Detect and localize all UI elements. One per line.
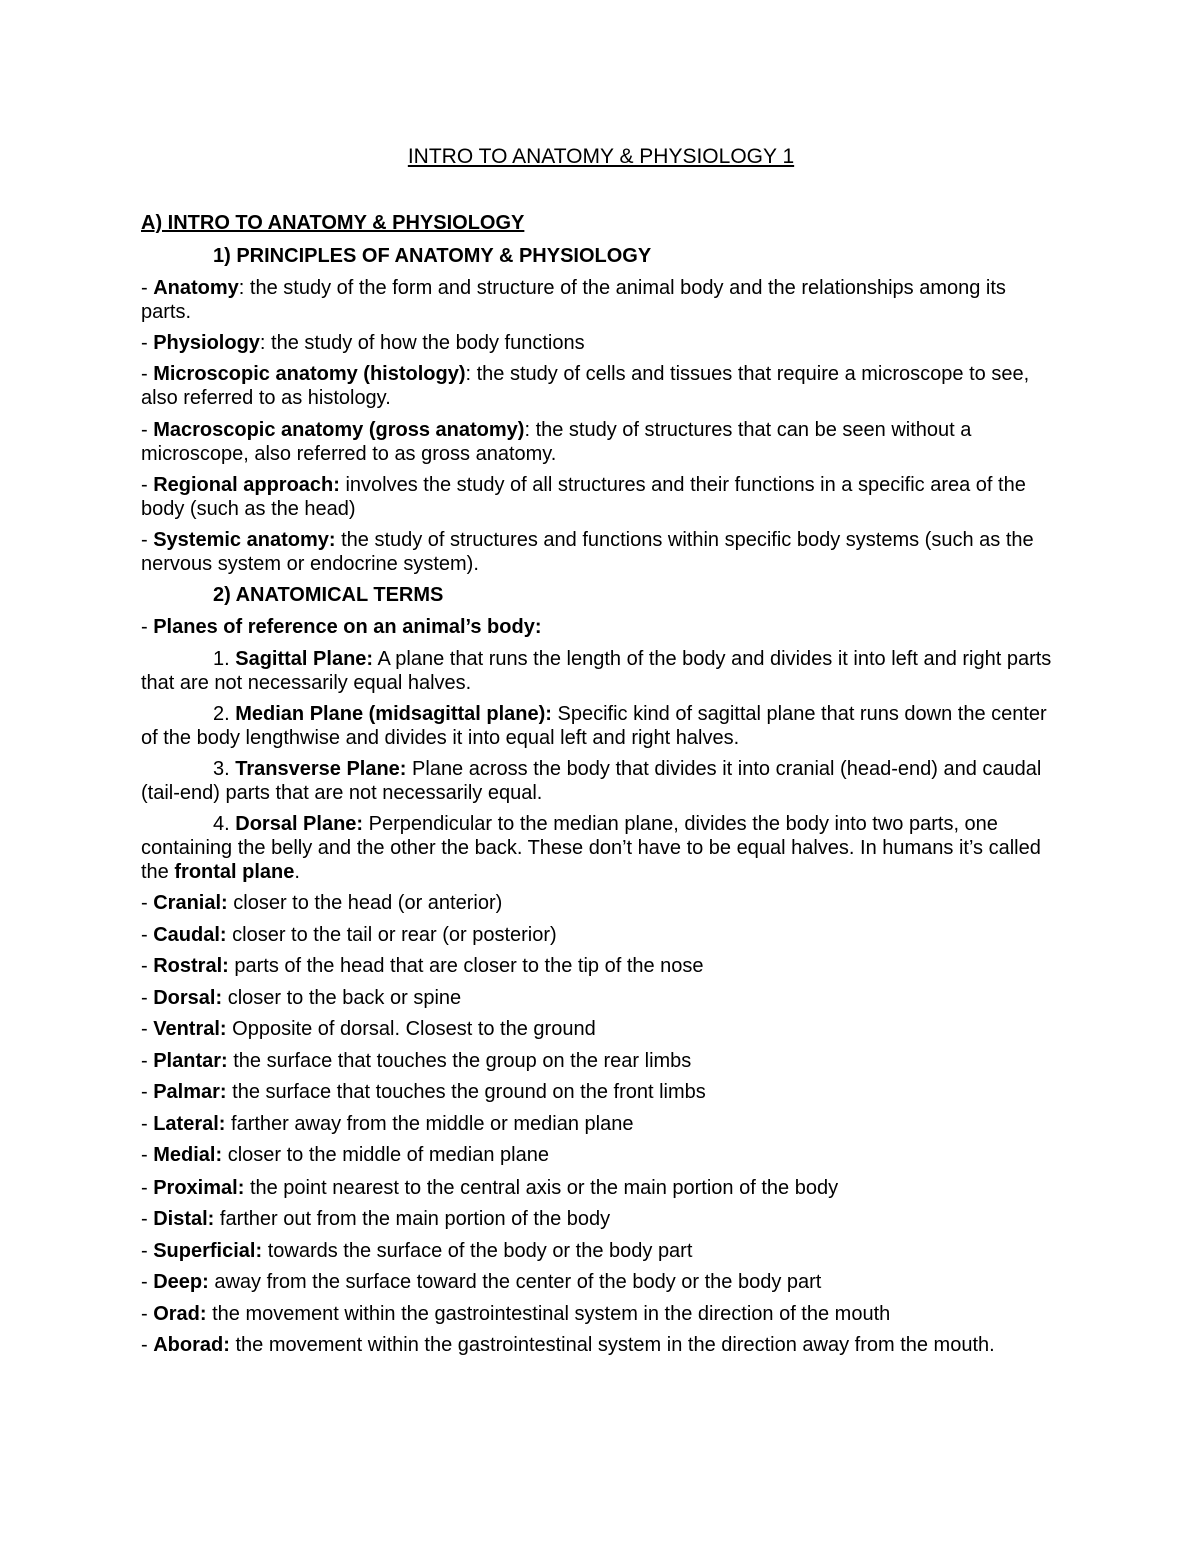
definition-text: farther out from the main portion of the body bbox=[219, 1208, 611, 1230]
term: Medial: bbox=[153, 1144, 223, 1166]
definition-text: closer to the head (or anterior) bbox=[233, 892, 503, 914]
definition-text: the study of structures and functions within specific body systems (such as the nervous system or endocrine system). bbox=[141, 529, 1034, 575]
definition-text: towards the surface of the body or the body part bbox=[267, 1240, 693, 1262]
definition-systemic-anatomy: - Systemic anatomy: the study of structures and functions within specific body systems (such as the nervous system or endocrine system). bbox=[141, 529, 1034, 575]
definition-text: the surface that touches the ground on the front limbs bbox=[232, 1081, 706, 1103]
term: Caudal: bbox=[153, 924, 227, 946]
term: Cranial: bbox=[153, 892, 228, 914]
term: Rostral: bbox=[153, 955, 229, 977]
definition-text: closer to the back or spine bbox=[227, 987, 462, 1009]
definition-text: parts of the head that are closer to the tip of the nose bbox=[234, 955, 704, 977]
term: Palmar: bbox=[153, 1081, 227, 1103]
term-superficial: - Superficial: towards the surface of the body or the body part bbox=[141, 1240, 693, 1262]
term-dorsal: - Dorsal: closer to the back or spine bbox=[141, 987, 462, 1009]
definition-physiology: - Physiology: the study of how the body functions bbox=[141, 332, 585, 354]
definition-text: the point nearest to the central axis or the main portion of the body bbox=[249, 1177, 839, 1199]
term-proximal: - Proximal: the point nearest to the central axis or the main portion of the body bbox=[141, 1177, 839, 1199]
definition-microscopic-anatomy: - Microscopic anatomy (histology): the study of cells and tissues that require a microscope to see, also referred to as histology. bbox=[141, 363, 1030, 409]
definition-text: closer to the middle of median plane bbox=[227, 1144, 549, 1166]
term: Plantar: bbox=[153, 1050, 228, 1072]
term: Systemic anatomy: bbox=[153, 529, 336, 551]
term: Median Plane (midsagittal plane): bbox=[235, 703, 552, 725]
term-rostral: - Rostral: parts of the head that are closer to the tip of the nose bbox=[141, 955, 704, 977]
term-plantar: - Plantar: the surface that touches the group on the rear limbs bbox=[141, 1050, 692, 1072]
definition-regional-approach: - Regional approach: involves the study of all structures and their functions in a specific area of the body (such as the head) bbox=[141, 474, 1026, 520]
definition-text: Perpendicular to the median plane, divides the body into two parts, one containing the belly and the other the back. These don’t have to be equal halves. In humans it’s called the bbox=[141, 813, 1041, 883]
term: Dorsal Plane: bbox=[235, 813, 364, 835]
definition-text: involves the study of all structures and their functions in a specific area of the body (such as the head) bbox=[141, 474, 1026, 520]
definition-macroscopic-anatomy: - Macroscopic anatomy (gross anatomy): the study of structures that can be seen without a microscope, also referred to as gross anatomy. bbox=[141, 419, 972, 465]
term: Proximal: bbox=[153, 1177, 245, 1199]
term: Microscopic anatomy (histology) bbox=[153, 363, 466, 385]
plane-dorsal: 4. Dorsal Plane: Perpendicular to the median plane, divides the body into two parts, one containing the belly and the other the back. These don’t have to be equal halves. In humans it’s called the frontal plane. bbox=[141, 813, 1041, 883]
term-orad: - Orad: the movement within the gastrointestinal system in the direction of the mouth bbox=[141, 1303, 891, 1325]
definition-text: the study of how the body functions bbox=[271, 332, 585, 354]
definition-text: the movement within the gastrointestinal system in the direction away from the mouth. bbox=[235, 1334, 995, 1356]
term: Lateral: bbox=[153, 1113, 226, 1135]
term-palmar: - Palmar: the surface that touches the ground on the front limbs bbox=[141, 1081, 706, 1103]
term: Superficial: bbox=[153, 1240, 263, 1262]
definition-text: Plane across the body that divides it into cranial (head-end) and caudal (tail-end) parts that are not necessarily equal. bbox=[141, 758, 1042, 804]
term: Regional approach: bbox=[153, 474, 340, 496]
plane-median: 2. Median Plane (midsagittal plane): Specific kind of sagittal plane that runs down the center of the body lengthwise and divides it into equal left and right halves. bbox=[141, 703, 1047, 749]
term-lateral: - Lateral: farther away from the middle or median plane bbox=[141, 1113, 634, 1135]
term: Distal: bbox=[153, 1208, 215, 1230]
term-caudal: - Caudal: closer to the tail or rear (or posterior) bbox=[141, 924, 557, 946]
definition-text: the study of cells and tissues that require a microscope to see, also referred to as histology. bbox=[141, 363, 1030, 409]
definition-text: the study of the form and structure of the animal body and the relationships among its parts. bbox=[141, 277, 1006, 323]
term: Aborad: bbox=[153, 1334, 230, 1356]
term: Dorsal: bbox=[153, 987, 223, 1009]
term: Orad: bbox=[153, 1303, 207, 1325]
subheading-principles: 1) PRINCIPLES OF ANATOMY & PHYSIOLOGY bbox=[213, 245, 652, 267]
term: Physiology bbox=[153, 332, 260, 354]
definition-text: the surface that touches the group on the rear limbs bbox=[233, 1050, 692, 1072]
definition-text: away from the surface toward the center of the body or the body part bbox=[214, 1271, 822, 1293]
definition-text: A plane that runs the length of the body and divides it into left and right parts that are not necessarily equal halves. bbox=[141, 648, 1052, 694]
plane-sagittal: 1. Sagittal Plane: A plane that runs the length of the body and divides it into left and right parts that are not necessarily equal halves. bbox=[141, 648, 1052, 694]
term-aborad: - Aborad: the movement within the gastrointestinal system in the direction away from the mouth. bbox=[141, 1334, 995, 1356]
term: Sagittal Plane: bbox=[235, 648, 374, 670]
definition-anatomy: - Anatomy: the study of the form and structure of the animal body and the relationships among its parts. bbox=[141, 277, 1006, 323]
term-ventral: - Ventral: Opposite of dorsal. Closest to the ground bbox=[141, 1018, 596, 1040]
term: Deep: bbox=[153, 1271, 209, 1293]
term: Transverse Plane: bbox=[235, 758, 407, 780]
term-medial: - Medial: closer to the middle of median plane bbox=[141, 1144, 549, 1166]
frontal-plane-term: frontal plane bbox=[174, 861, 295, 883]
term-cranial: - Cranial: closer to the head (or anterior) bbox=[141, 892, 503, 914]
definition-text: farther away from the middle or median plane bbox=[231, 1113, 634, 1135]
planes-heading: - Planes of reference on an animal’s body: bbox=[141, 616, 542, 638]
definition-text: the movement within the gastrointestinal system in the direction of the mouth bbox=[212, 1303, 891, 1325]
definition-text: closer to the tail or rear (or posterior) bbox=[232, 924, 557, 946]
page-title: INTRO TO ANATOMY & PHYSIOLOGY 1 bbox=[407, 145, 795, 168]
term: Anatomy bbox=[153, 277, 239, 299]
definition-text: Opposite of dorsal. Closest to the ground bbox=[232, 1018, 596, 1040]
definition-text: the study of structures that can be seen without a microscope, also referred to as gross anatomy. bbox=[141, 419, 972, 465]
definition-text: Specific kind of sagittal plane that runs down the center of the body lengthwise and divides it into equal left and right halves. bbox=[141, 703, 1047, 749]
term: Macroscopic anatomy (gross anatomy) bbox=[153, 419, 525, 441]
subheading-anatomical-terms: 2) ANATOMICAL TERMS bbox=[213, 584, 444, 606]
section-a-heading: A) INTRO TO ANATOMY & PHYSIOLOGY bbox=[141, 212, 525, 234]
term-deep: - Deep: away from the surface toward the center of the body or the body part bbox=[141, 1271, 822, 1293]
term-distal: - Distal: farther out from the main portion of the body bbox=[141, 1208, 611, 1230]
term: Ventral: bbox=[153, 1018, 227, 1040]
plane-transverse: 3. Transverse Plane: Plane across the body that divides it into cranial (head-end) and caudal (tail-end) parts that are not necessarily equal. bbox=[141, 758, 1042, 804]
